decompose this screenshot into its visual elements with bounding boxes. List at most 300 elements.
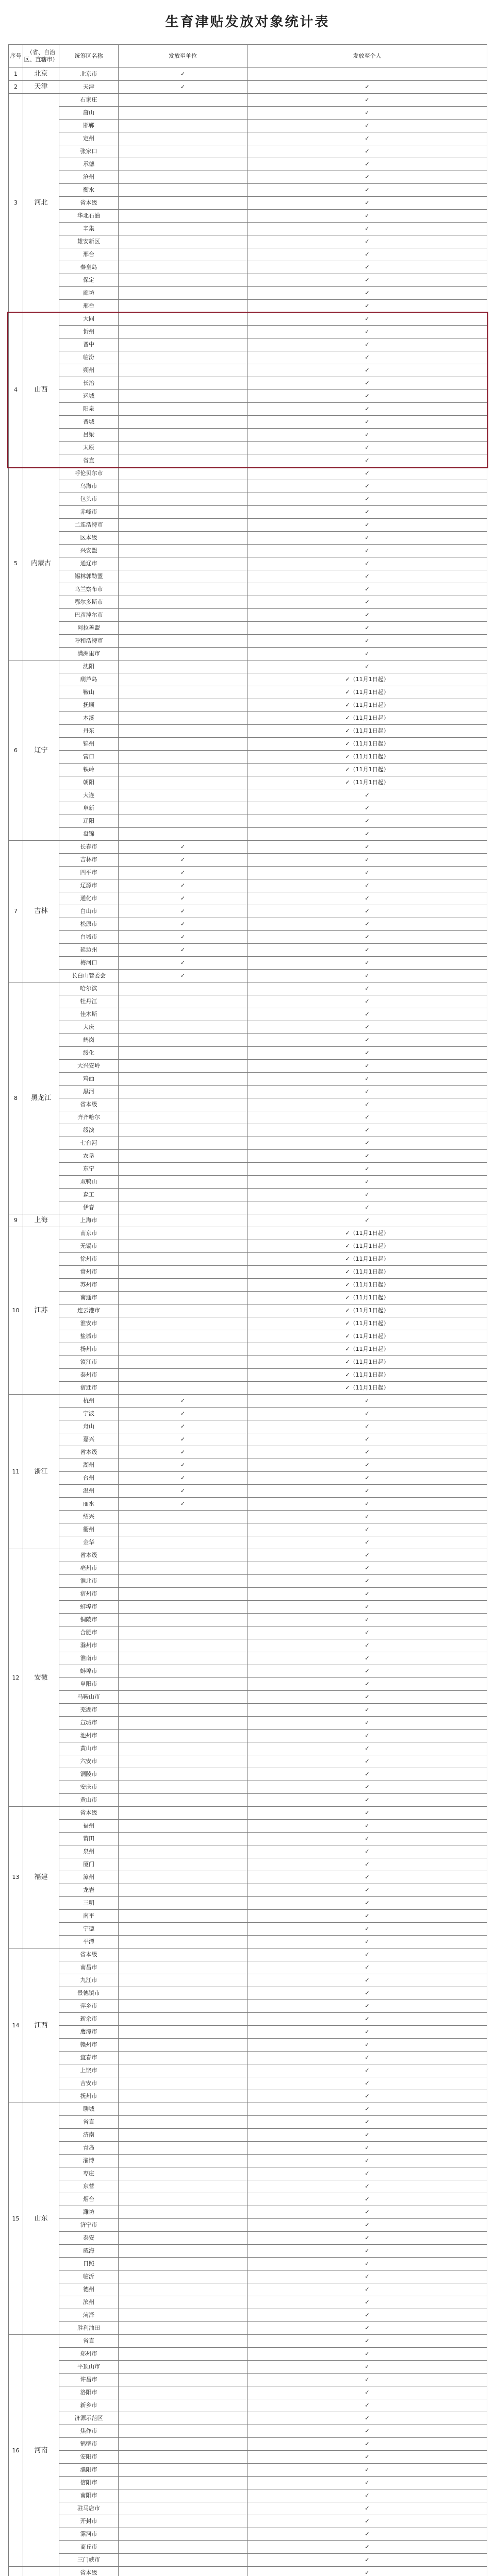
to-person-mark: ✓ (248, 931, 487, 944)
group-index: 9 (9, 1214, 23, 1227)
to-person-mark: ✓ (248, 442, 487, 454)
table-row (9, 377, 487, 390)
region-name: 省本级 (59, 1549, 119, 1562)
to-unit-mark (119, 94, 248, 107)
to-unit-mark (119, 1755, 248, 1768)
table-row (9, 2026, 487, 2039)
region-name: 黑河 (59, 1086, 119, 1098)
region-name: 合肥市 (59, 1626, 119, 1639)
region-name: 濮阳市 (59, 2464, 119, 2477)
region-name: 衢州 (59, 1523, 119, 1536)
to-unit-mark: ✓ (119, 1420, 248, 1433)
to-person-mark: ✓ (248, 1408, 487, 1420)
table-row (9, 2528, 487, 2541)
to-person-mark: ✓ (248, 493, 487, 506)
region-name: 包头市 (59, 493, 119, 506)
to-person-mark: ✓ (248, 2155, 487, 2167)
region-name: 乌海市 (59, 480, 119, 493)
to-person-mark: ✓ (248, 1614, 487, 1626)
to-unit-mark (119, 1536, 248, 1549)
table-row (9, 2438, 487, 2451)
region-name: 许昌市 (59, 2374, 119, 2386)
region-name: 唐山 (59, 107, 119, 120)
region-name: 衡水 (59, 184, 119, 197)
to-person-mark: ✓ (248, 390, 487, 403)
region-name: 舟山 (59, 1420, 119, 1433)
region-name: 胜利油田 (59, 2322, 119, 2335)
to-person-mark: ✓ (248, 1459, 487, 1472)
to-person-mark: ✓ (248, 1021, 487, 1034)
to-person-mark: ✓ (248, 2052, 487, 2064)
table-row (9, 2322, 487, 2335)
to-person-mark: ✓ (248, 2245, 487, 2258)
region-name: 晋城 (59, 416, 119, 429)
to-unit-mark (119, 364, 248, 377)
to-unit-mark (119, 2000, 248, 2013)
to-unit-mark (119, 828, 248, 841)
table-row (9, 609, 487, 622)
to-person-mark: ✓ (248, 1047, 487, 1060)
to-person-mark: ✓ (248, 1086, 487, 1098)
to-person-mark: ✓ (248, 467, 487, 480)
to-unit-mark (119, 2064, 248, 2077)
region-name: 东宁 (59, 1163, 119, 1176)
to-person-mark: ✓ (248, 1150, 487, 1163)
to-unit-mark (119, 1227, 248, 1240)
table-row (9, 132, 487, 145)
table-row (9, 1639, 487, 1652)
table-row (9, 1433, 487, 1446)
table-row (9, 1626, 487, 1639)
to-unit-mark (119, 725, 248, 738)
region-name: 赤峰市 (59, 506, 119, 519)
region-name: 辽源市 (59, 879, 119, 892)
region-name: 鞍山 (59, 686, 119, 699)
to-person-mark: ✓ (248, 1420, 487, 1433)
table-row (9, 1124, 487, 1137)
to-person-mark: ✓（11月1日起） (248, 751, 487, 764)
table-row (9, 184, 487, 197)
table-row (9, 2219, 487, 2232)
to-unit-mark: ✓ (119, 1395, 248, 1408)
table-row (9, 1755, 487, 1768)
to-unit-mark (119, 1807, 248, 1820)
region-name: 太原 (59, 442, 119, 454)
to-unit-mark (119, 2361, 248, 2374)
region-name: 滨州 (59, 2296, 119, 2309)
to-unit-mark (119, 2309, 248, 2322)
table-row (9, 2142, 487, 2155)
region-name: 宜春市 (59, 2052, 119, 2064)
to-person-mark: ✓ (248, 789, 487, 802)
to-person-mark: ✓ (248, 918, 487, 931)
table-row (9, 454, 487, 467)
to-unit-mark (119, 261, 248, 274)
to-person-mark: ✓ (248, 248, 487, 261)
region-name: 三门峡市 (59, 2554, 119, 2567)
table-row (9, 197, 487, 210)
to-unit-mark (119, 2258, 248, 2270)
to-unit-mark: ✓ (119, 970, 248, 982)
region-name: 锦州 (59, 738, 119, 751)
to-person-mark: ✓（11月1日起） (248, 764, 487, 776)
to-unit-mark: ✓ (119, 944, 248, 957)
group-index: 16 (9, 2335, 23, 2567)
table-row (9, 519, 487, 532)
to-unit-mark (119, 1575, 248, 1588)
table-row (9, 2502, 487, 2515)
to-unit-mark (119, 2219, 248, 2232)
to-unit-mark (119, 1845, 248, 1858)
to-unit-mark (119, 1626, 248, 1639)
to-person-mark: ✓ (248, 2296, 487, 2309)
to-unit-mark (119, 2348, 248, 2361)
region-name: 青岛 (59, 2142, 119, 2155)
table-row (9, 789, 487, 802)
table-row (9, 1704, 487, 1717)
to-person-mark: ✓ (248, 235, 487, 248)
to-person-mark: ✓ (248, 351, 487, 364)
to-person-mark: ✓（11月1日起） (248, 1317, 487, 1330)
table-row (9, 699, 487, 712)
table-row (9, 1279, 487, 1292)
region-name: 徐州市 (59, 1253, 119, 1266)
table-row (9, 1073, 487, 1086)
region-name: 临汾 (59, 351, 119, 364)
to-unit-mark (119, 2026, 248, 2039)
region-name: 长治 (59, 377, 119, 390)
table-row (9, 1472, 487, 1485)
to-person-mark: ✓ (248, 1008, 487, 1021)
to-person-mark: ✓ (248, 1073, 487, 1086)
to-unit-mark: ✓ (119, 918, 248, 931)
to-unit-mark (119, 982, 248, 995)
to-unit-mark (119, 1240, 248, 1253)
table-row (9, 1807, 487, 1820)
region-name: 金华 (59, 1536, 119, 1549)
table-row (9, 1549, 487, 1562)
to-unit-mark (119, 1884, 248, 1897)
group-index: 11 (9, 1395, 23, 1549)
region-name: 乌兰察布市 (59, 583, 119, 596)
to-person-mark: ✓ (248, 326, 487, 338)
table-row (9, 815, 487, 828)
to-person-mark: ✓ (248, 94, 487, 107)
to-unit-mark: ✓ (119, 68, 248, 81)
table-row (9, 2270, 487, 2283)
to-unit-mark (119, 210, 248, 223)
table-row (9, 1858, 487, 1871)
to-unit-mark (119, 274, 248, 287)
table-row (9, 1008, 487, 1021)
to-unit-mark (119, 2412, 248, 2425)
region-name: 湖州 (59, 1459, 119, 1472)
to-person-mark: ✓（11月1日起） (248, 725, 487, 738)
to-unit-mark (119, 2013, 248, 2026)
to-person-mark: ✓（11月1日起） (248, 1343, 487, 1356)
to-unit-mark (119, 1382, 248, 1395)
to-person-mark: ✓ (248, 2116, 487, 2129)
group-index: 7 (9, 841, 23, 982)
table-row (9, 364, 487, 377)
table-row (9, 1730, 487, 1742)
region-name: 宣城市 (59, 1717, 119, 1730)
to-unit-mark (119, 751, 248, 764)
region-name: 丹东 (59, 725, 119, 738)
to-person-mark: ✓（11月1日起） (248, 1292, 487, 1304)
region-name: 省本级 (59, 1098, 119, 1111)
to-person-mark: ✓（11月1日起） (248, 686, 487, 699)
to-unit-mark (119, 764, 248, 776)
to-person-mark: ✓ (248, 1446, 487, 1459)
table-row (9, 905, 487, 918)
table-row (9, 68, 487, 81)
table-row (9, 2515, 487, 2528)
group-province: 江西 (23, 1948, 59, 2103)
to-person-mark: ✓ (248, 261, 487, 274)
to-unit-mark: ✓ (119, 1433, 248, 1446)
to-person-mark: ✓（11月1日起） (248, 1304, 487, 1317)
to-person-mark: ✓ (248, 1884, 487, 1897)
table-row (9, 957, 487, 970)
to-unit-mark (119, 1214, 248, 1227)
to-person-mark: ✓ (248, 171, 487, 184)
to-person-mark: ✓ (248, 1639, 487, 1652)
to-person-mark: ✓ (248, 2464, 487, 2477)
region-name: 德州 (59, 2283, 119, 2296)
to-person-mark: ✓（11月1日起） (248, 712, 487, 725)
to-person-mark: ✓ (248, 995, 487, 1008)
to-person-mark: ✓ (248, 1588, 487, 1601)
to-person-mark: ✓（11月1日起） (248, 1279, 487, 1292)
region-name: 双鸭山 (59, 1176, 119, 1189)
to-person-mark: ✓ (248, 1395, 487, 1408)
region-name: 枣庄 (59, 2167, 119, 2180)
to-unit-mark (119, 995, 248, 1008)
region-name: 盐城市 (59, 1330, 119, 1343)
to-unit-mark (119, 2090, 248, 2103)
to-unit-mark: ✓ (119, 1485, 248, 1498)
to-unit-mark (119, 686, 248, 699)
table-row (9, 120, 487, 132)
to-person-mark: ✓ (248, 1897, 487, 1910)
to-unit-mark (119, 2155, 248, 2167)
region-name: 漯河市 (59, 2528, 119, 2541)
to-unit-mark (119, 442, 248, 454)
table-row (9, 622, 487, 635)
table-row (9, 1420, 487, 1433)
region-name: 丽水 (59, 1498, 119, 1511)
to-unit-mark (119, 145, 248, 158)
table-row (9, 1098, 487, 1111)
region-name: 郑州市 (59, 2348, 119, 2361)
to-person-mark: ✓ (248, 1189, 487, 1201)
to-person-mark: ✓ (248, 2077, 487, 2090)
table-row (9, 2283, 487, 2296)
region-name: 扬州市 (59, 1343, 119, 1356)
to-person-mark: ✓ (248, 454, 487, 467)
table-row (9, 1408, 487, 1420)
to-person-mark: ✓ (248, 635, 487, 648)
to-unit-mark (119, 1614, 248, 1626)
table-row (9, 1511, 487, 1523)
region-name: 开封市 (59, 2515, 119, 2528)
region-name: 上海市 (59, 1214, 119, 1227)
region-name: 省本级 (59, 1446, 119, 1459)
group-province: 福建 (23, 1807, 59, 1948)
to-person-mark: ✓ (248, 1433, 487, 1446)
to-person-mark: ✓（11月1日起） (248, 1253, 487, 1266)
table-row (9, 635, 487, 648)
table-row (9, 583, 487, 596)
table-row (9, 596, 487, 609)
table-row (9, 828, 487, 841)
group-index: 12 (9, 1549, 23, 1807)
to-person-mark: ✓ (248, 867, 487, 879)
table-row (9, 1845, 487, 1858)
region-name: 省本级 (59, 197, 119, 210)
table-header-row (9, 45, 487, 68)
page-title: 生育津贴发放对象统计表 (165, 14, 330, 30)
group-index (9, 2567, 23, 2576)
to-unit-mark (119, 467, 248, 480)
to-unit-mark (119, 2438, 248, 2451)
group-index: 1 (9, 68, 23, 81)
to-unit-mark (119, 1704, 248, 1717)
to-unit-mark (119, 699, 248, 712)
to-person-mark: ✓ (248, 2180, 487, 2193)
to-person-mark: ✓ (248, 2335, 487, 2348)
to-unit-mark (119, 338, 248, 351)
region-name: 通辽市 (59, 557, 119, 570)
to-unit-mark (119, 1601, 248, 1614)
to-unit-mark (119, 390, 248, 403)
table-row (9, 1948, 487, 1961)
table-row (9, 2348, 487, 2361)
to-unit-mark (119, 2283, 248, 2296)
to-unit-mark (119, 673, 248, 686)
group-province: 安徽 (23, 1549, 59, 1807)
table-row (9, 274, 487, 287)
table-row (9, 570, 487, 583)
to-unit-mark (119, 557, 248, 570)
region-name: 宿迁市 (59, 1382, 119, 1395)
to-person-mark: ✓ (248, 197, 487, 210)
table-row (9, 1034, 487, 1047)
table-row (9, 1523, 487, 1536)
table-row (9, 1343, 487, 1356)
region-name: 鸡西 (59, 1073, 119, 1086)
to-unit-mark (119, 326, 248, 338)
table-row (9, 1717, 487, 1730)
table-row (9, 1742, 487, 1755)
region-name: 南阳市 (59, 2489, 119, 2502)
to-unit-mark (119, 2245, 248, 2258)
region-name: 杭州 (59, 1395, 119, 1408)
to-person-mark: ✓ (248, 1987, 487, 2000)
to-unit-mark (119, 1923, 248, 1936)
to-unit-mark (119, 1176, 248, 1189)
to-unit-mark (119, 1523, 248, 1536)
to-person-mark: ✓ (248, 2541, 487, 2554)
table-row (9, 2386, 487, 2399)
region-name: 森工 (59, 1189, 119, 1201)
to-unit-mark (119, 815, 248, 828)
to-unit-mark (119, 2232, 248, 2245)
to-unit-mark (119, 107, 248, 120)
region-name: 呼伦贝尔市 (59, 467, 119, 480)
region-name: 吉林市 (59, 854, 119, 867)
table-row (9, 1614, 487, 1626)
to-unit-mark (119, 2541, 248, 2554)
to-unit-mark (119, 1317, 248, 1330)
to-unit-mark (119, 712, 248, 725)
to-unit-mark (119, 1897, 248, 1910)
to-person-mark: ✓ (248, 2438, 487, 2451)
to-unit-mark (119, 197, 248, 210)
to-person-mark: ✓ (248, 583, 487, 596)
to-person-mark: ✓ (248, 2026, 487, 2039)
table-row (9, 1910, 487, 1923)
to-unit-mark (119, 2206, 248, 2219)
to-unit-mark (119, 609, 248, 622)
region-name: 运城 (59, 390, 119, 403)
table-row (9, 1665, 487, 1678)
region-name: 六安市 (59, 1755, 119, 1768)
to-person-mark: ✓ (248, 545, 487, 557)
to-person-mark: ✓（11月1日起） (248, 1356, 487, 1369)
to-unit-mark (119, 1279, 248, 1292)
group-province: 上海 (23, 1214, 59, 1227)
table-row (9, 892, 487, 905)
table-row (9, 944, 487, 957)
to-person-mark: ✓ (248, 970, 487, 982)
to-person-mark: ✓ (248, 1575, 487, 1588)
to-unit-mark (119, 1730, 248, 1742)
group-index: 5 (9, 467, 23, 660)
table-row (9, 1214, 487, 1227)
region-name: 三明 (59, 1897, 119, 1910)
to-person-mark: ✓ (248, 1163, 487, 1176)
to-unit-mark (119, 1021, 248, 1034)
region-name: 区本级 (59, 532, 119, 545)
to-unit-mark (119, 1150, 248, 1163)
to-unit-mark: ✓ (119, 1459, 248, 1472)
region-name: 盘锦 (59, 828, 119, 841)
to-unit-mark (119, 2554, 248, 2567)
table-row (9, 223, 487, 235)
table-row (9, 2193, 487, 2206)
to-person-mark: ✓（11月1日起） (248, 776, 487, 789)
to-person-mark: ✓ (248, 2502, 487, 2515)
to-person-mark: ✓ (248, 2142, 487, 2155)
region-name: 台州 (59, 1472, 119, 1485)
table-row (9, 416, 487, 429)
to-unit-mark (119, 506, 248, 519)
to-person-mark: ✓（11月1日起） (248, 1330, 487, 1343)
group-index: 8 (9, 982, 23, 1214)
header-region: 统筹区名称 (59, 45, 119, 68)
to-unit-mark (119, 1652, 248, 1665)
to-unit-mark (119, 2477, 248, 2489)
table-row (9, 1588, 487, 1601)
table-row (9, 1820, 487, 1833)
header-index: 序号 (9, 45, 23, 68)
table-row (9, 2489, 487, 2502)
table-row (9, 107, 487, 120)
region-name: 洛阳市 (59, 2386, 119, 2399)
to-person-mark: ✓ (248, 1652, 487, 1665)
